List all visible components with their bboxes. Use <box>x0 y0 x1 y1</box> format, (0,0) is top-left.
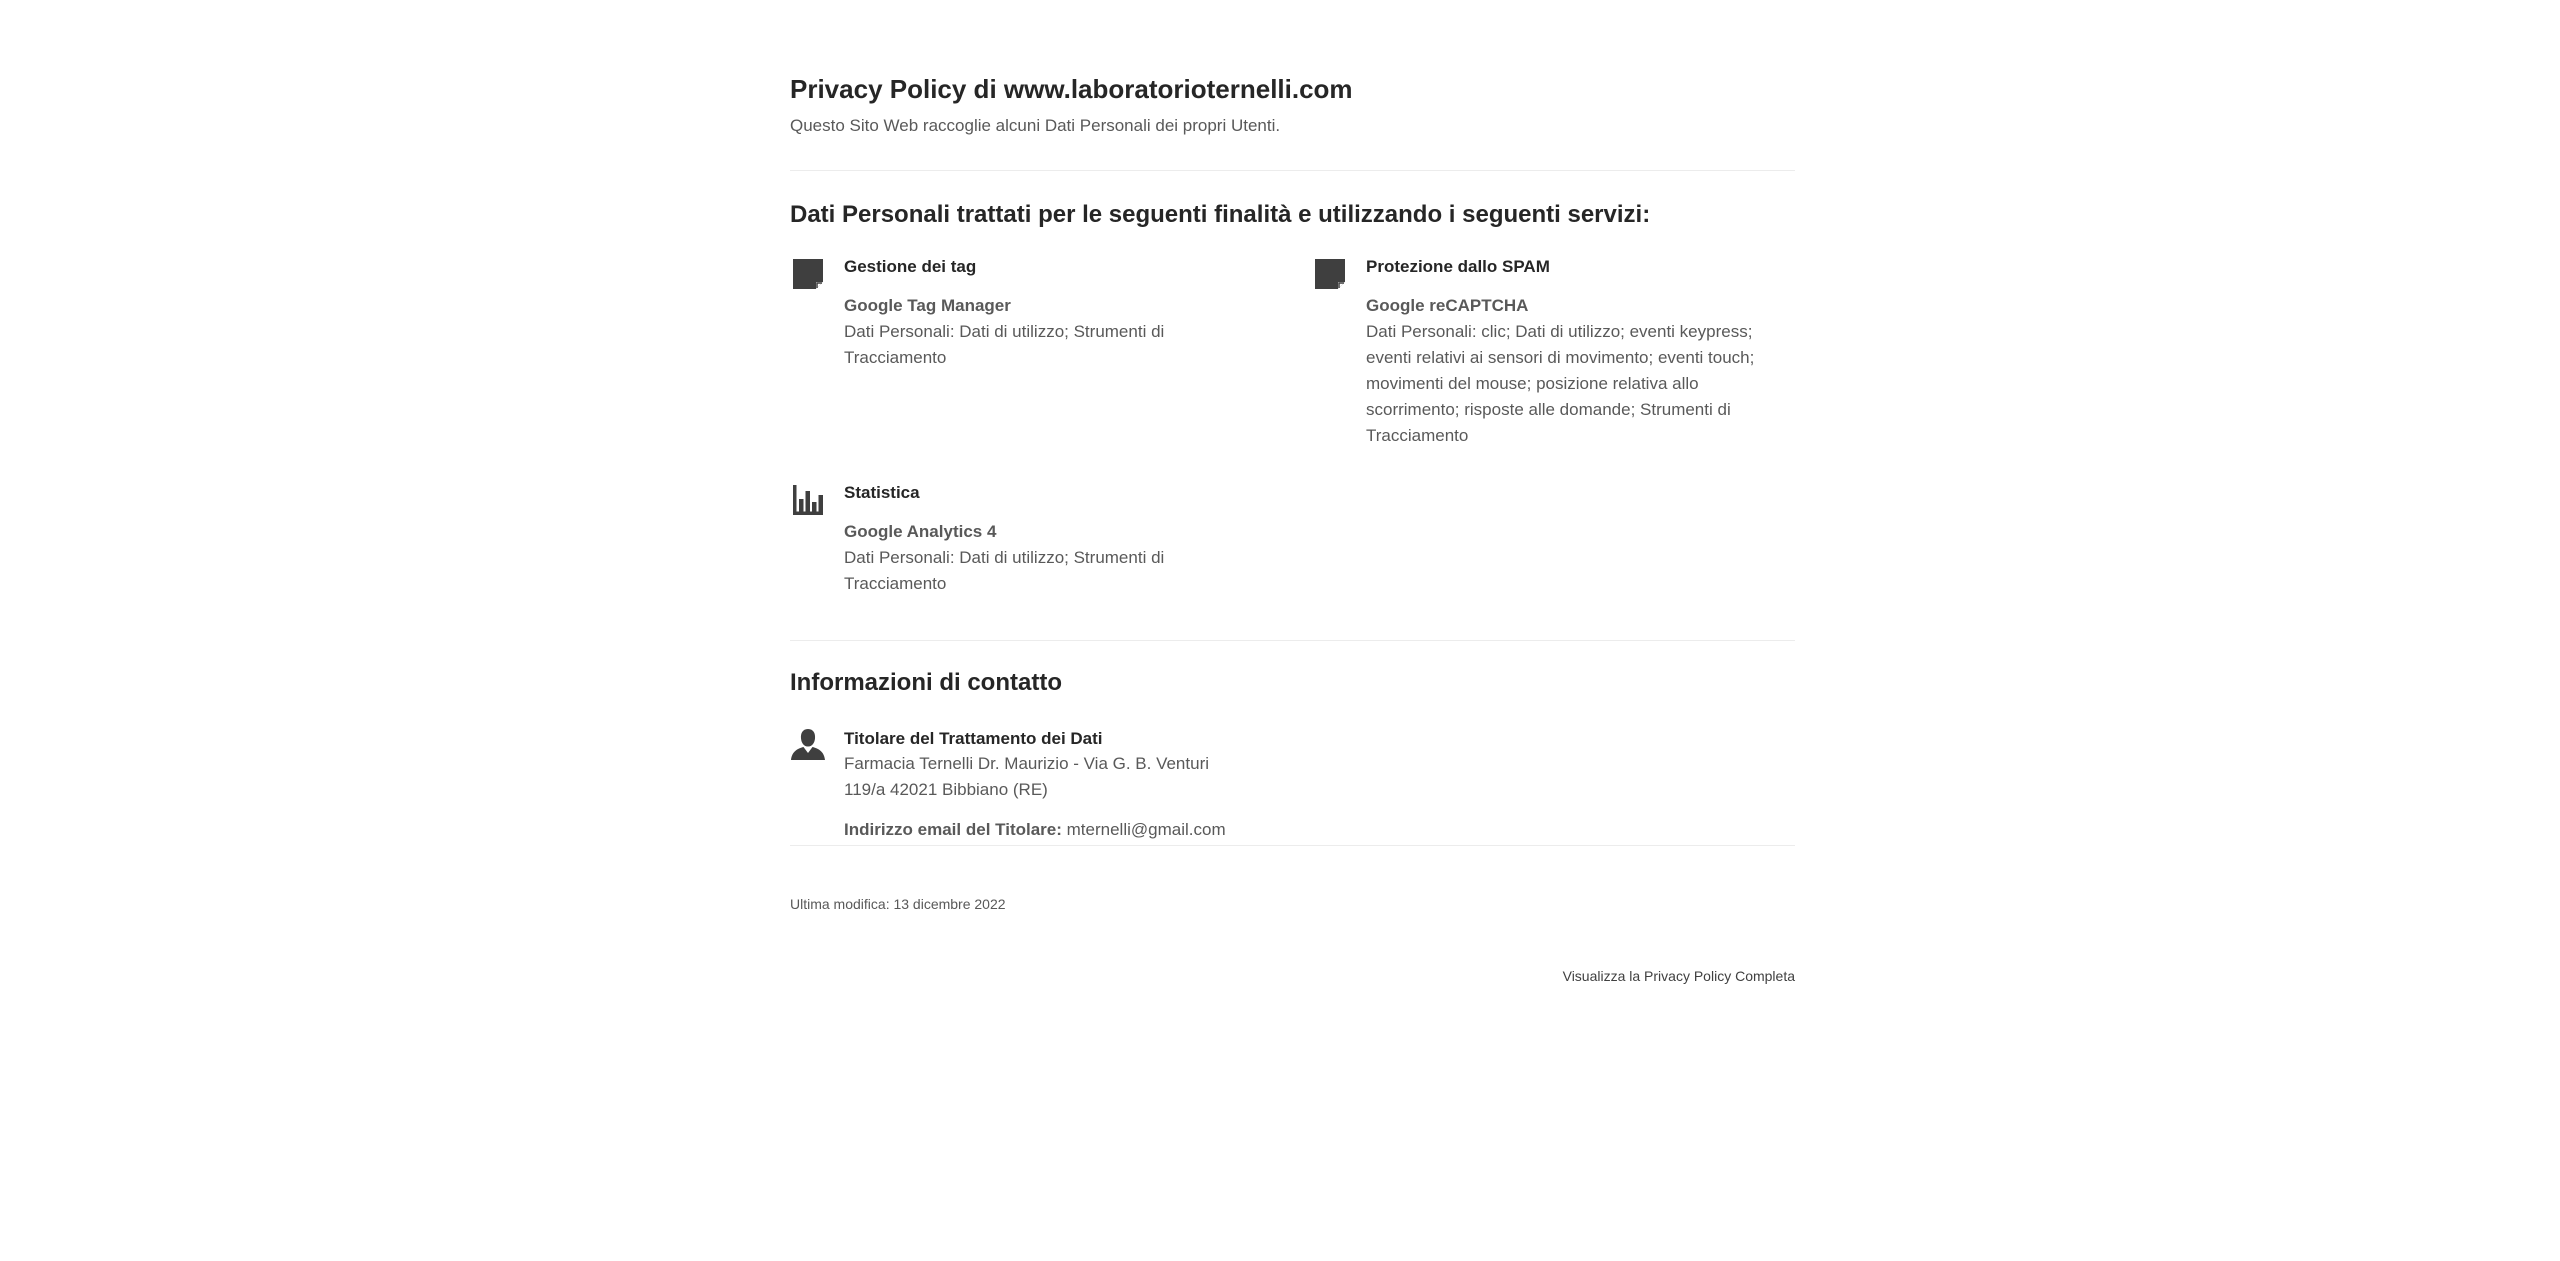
service-data: Dati Personali: Dati di utilizzo; Strumenti di Tracciamento <box>844 548 1165 593</box>
service-name: Google reCAPTCHA <box>1366 296 1529 315</box>
purpose-content <box>844 255 1244 371</box>
purposes-grid <box>790 255 1795 655</box>
contact-heading: Informazioni di contatto <box>790 669 1062 696</box>
service-data: Dati Personali: clic; Dati di utilizzo; eventi keypress; eventi relativi ai sensori di movimento; eventi touch; movimenti del mouse; posizione relativa allo scorrimento; risposte alle domande; Strumenti di Tracciamento <box>1366 322 1755 445</box>
purpose-spam-protection <box>1312 255 1755 455</box>
owner-title: Titolare del Trattamento dei Dati <box>844 729 1103 748</box>
service-name: Google Tag Manager <box>844 296 1011 315</box>
footer-link-row <box>790 966 1795 990</box>
contact-block <box>790 727 1795 847</box>
purpose-content <box>1366 255 1766 449</box>
last-modified: Ultima modifica: 13 dicembre 2022 <box>790 896 1006 912</box>
title-prefix: Privacy Policy di <box>790 74 1004 104</box>
owner-email: mternelli@gmail.com <box>1066 820 1226 839</box>
owner-content <box>844 727 1264 843</box>
divider <box>790 170 1795 171</box>
site-name: www.laboratorioternelli.com <box>1003 74 1353 104</box>
email-label: Indirizzo email del Titolare: <box>844 820 1062 839</box>
purposes-heading: Dati Personali trattati per le seguenti finalità e utilizzando i seguenti servizi: <box>790 201 1651 228</box>
purpose-statistics <box>790 481 1210 601</box>
owner-email-line <box>844 817 1264 843</box>
person-icon <box>790 727 826 763</box>
spam-protection-icon <box>1312 255 1348 291</box>
purpose-title: Gestione dei tag <box>844 257 977 276</box>
tag-icon <box>790 255 826 291</box>
purpose-title: Protezione dallo SPAM <box>1366 257 1550 276</box>
purpose-tag-management <box>790 255 1210 375</box>
page-title <box>790 72 1795 106</box>
owner-block <box>790 727 1390 847</box>
service-data: Dati Personali: Dati di utilizzo; Strumenti di Tracciamento <box>844 322 1165 367</box>
full-privacy-policy-link[interactable]: Visualizza la Privacy Policy Completa <box>1562 968 1795 984</box>
service-name: Google Analytics 4 <box>844 522 997 541</box>
purpose-content <box>844 481 1244 597</box>
purpose-title: Statistica <box>844 483 920 502</box>
bar-chart-icon <box>790 481 826 517</box>
privacy-policy-container <box>790 72 1795 990</box>
page-subtitle: Questo Sito Web raccoglie alcuni Dati Personali dei propri Utenti. <box>790 116 1281 135</box>
owner-address: Farmacia Ternelli Dr. Maurizio - Via G. B. Venturi 119/a 42021 Bibbiano (RE) <box>844 754 1210 799</box>
